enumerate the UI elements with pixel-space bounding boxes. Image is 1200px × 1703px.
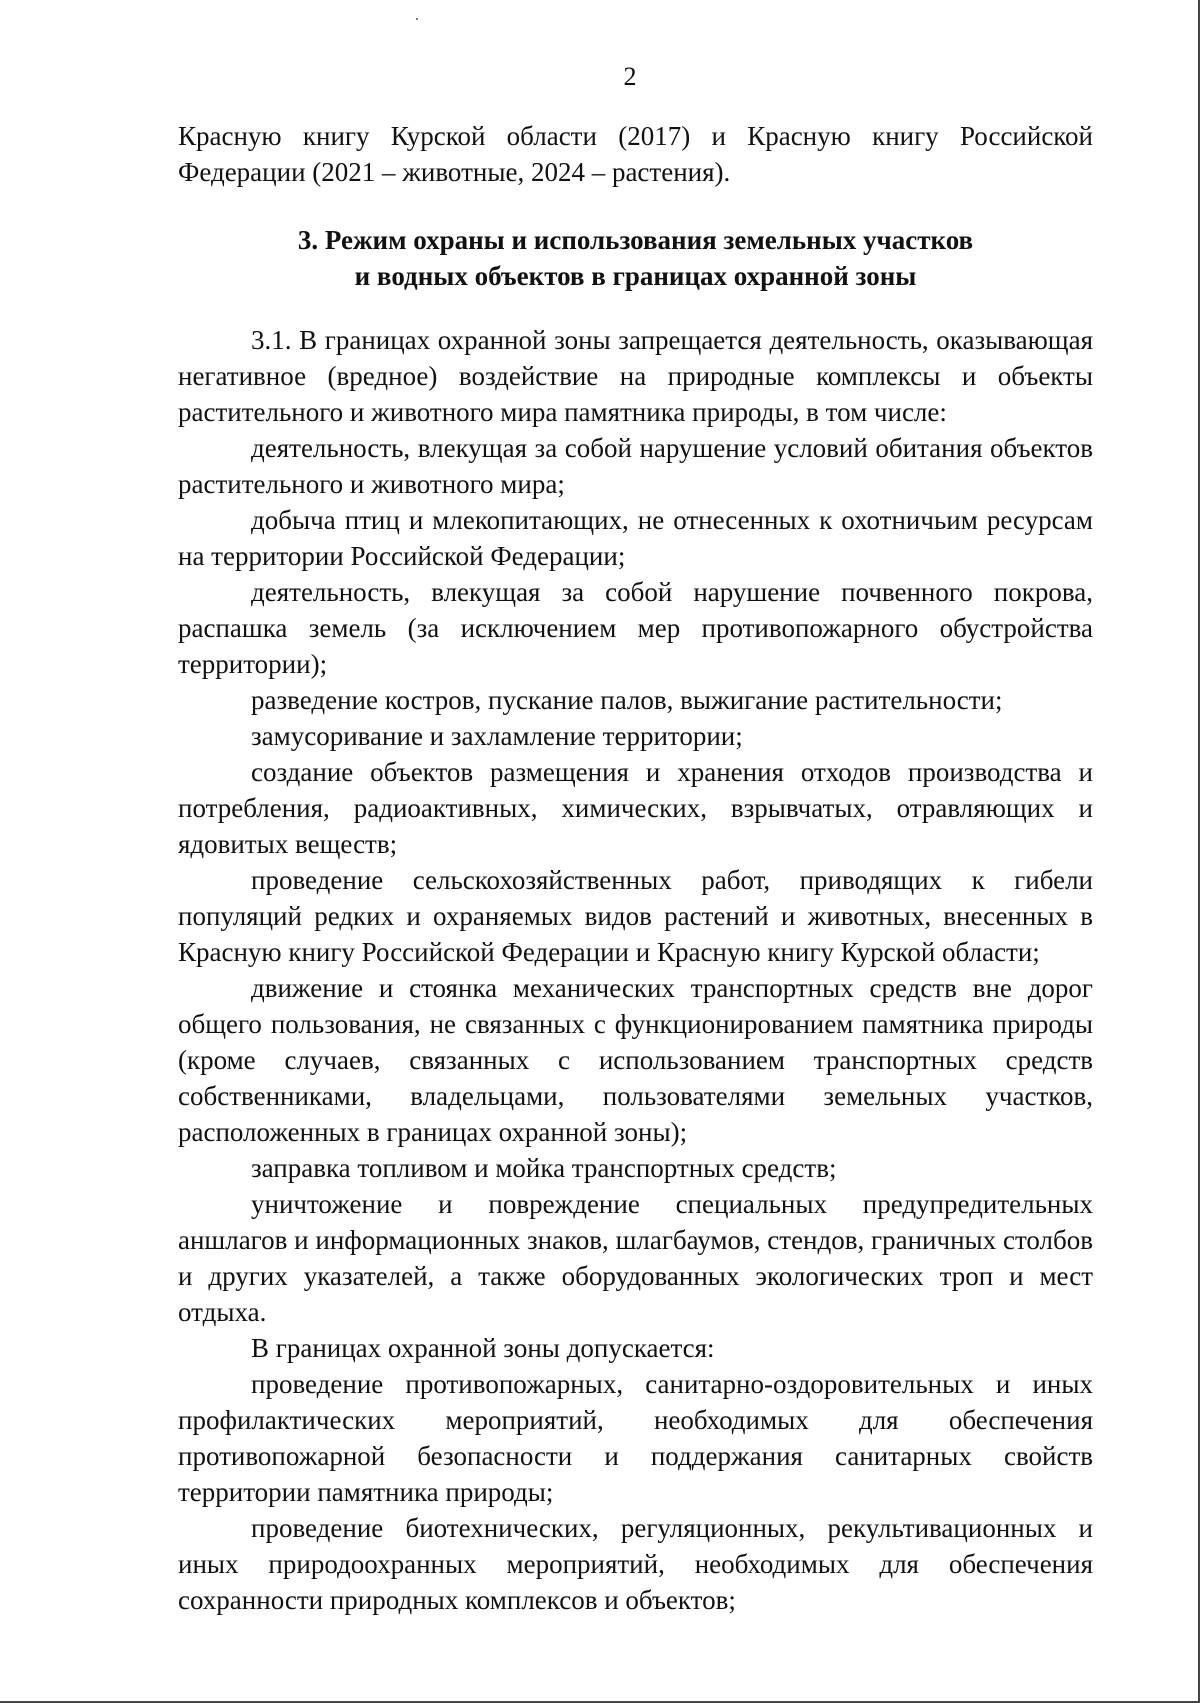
section-heading-line-1: 3. Режим охраны и использования земельных участков [297,225,974,255]
list-item-agriculture: проведение сельскохозяйственных работ, приводящих к гибели популяций редких и охраняемых видов растений и животных, внесенных в Красную книгу Российской Федерации и Красную книгу Курской области; [178,865,1093,967]
list-item-hunting: добыча птиц и млекопитающих, не отнесенных к охотничьим ресурсам на территории Российской Федерации; [178,505,1093,571]
allowed-item-biotechnical: проведение биотехнических, регуляционных, рекультивационных и иных природоохранных мероприятий, необходимых для обеспечения сохранности природных комплексов и объектов; [178,1513,1093,1615]
list-item-habitat-disruption: деятельность, влекущая за собой нарушение условий обитания объектов растительного и животного мира; [178,433,1093,499]
allowed-item-fire-prevention: проведение противопожарных, санитарно-оздоровительных и иных профилактических мероприятий, необходимых для обеспечения противопожарной безопасности и поддержания санитарных свойств территории памятника природы; [178,1369,1093,1507]
page-number: 2 [623,62,637,91]
list-item-littering: замусоривание и захламление территории; [251,721,743,751]
paragraph-3-1: 3.1. В границах охранной зоны запрещается деятельность, оказывающая негативное (вредное) воздействие на природные комплексы и объекты растительного и животного мира памятника природы, в том числе: [178,325,1093,427]
list-item-waste-facilities: создание объектов размещения и хранения отходов производства и потребления, радиоактивных, химических, взрывчатых, отравляющих и ядовитых веществ; [178,757,1093,859]
section-heading-line-2: и водных объектов в границах охранной зоны [354,261,917,291]
section-heading [178,222,1093,294]
document-body [178,118,1093,1618]
list-item-refueling: заправка топливом и мойка транспортных средств; [251,1153,837,1183]
allowed-intro: В границах охранной зоны допускается: [251,1333,715,1363]
scan-artifact-dot [416,18,418,20]
list-item-vehicles: движение и стоянка механических транспортных средств вне дорог общего пользования, не связанных с функционированием памятника природы (кроме случаев, связанных с использованием транспортных средств собственниками, владельцами, пользователями земельных участков, расположенных в границах охранной зоны); [178,973,1093,1147]
list-item-fires: разведение костров, пускание палов, выжигание растительности; [251,685,1003,715]
intro-paragraph: Красную книгу Курской области (2017) и Красную книгу Российской Федерации (2021 – животные, 2024 – растения). [178,121,1093,187]
list-item-signs-damage: уничтожение и повреждение специальных предупредительных аншлагов и информационных знаков, шлагбаумов, стендов, граничных столбов и других указателей, а также оборудованных экологических троп и мест отдыха. [178,1189,1093,1327]
list-item-soil-disruption: деятельность, влекущая за собой нарушение почвенного покрова, распашка земель (за исключением мер противопожарного обустройства территории); [178,577,1093,679]
